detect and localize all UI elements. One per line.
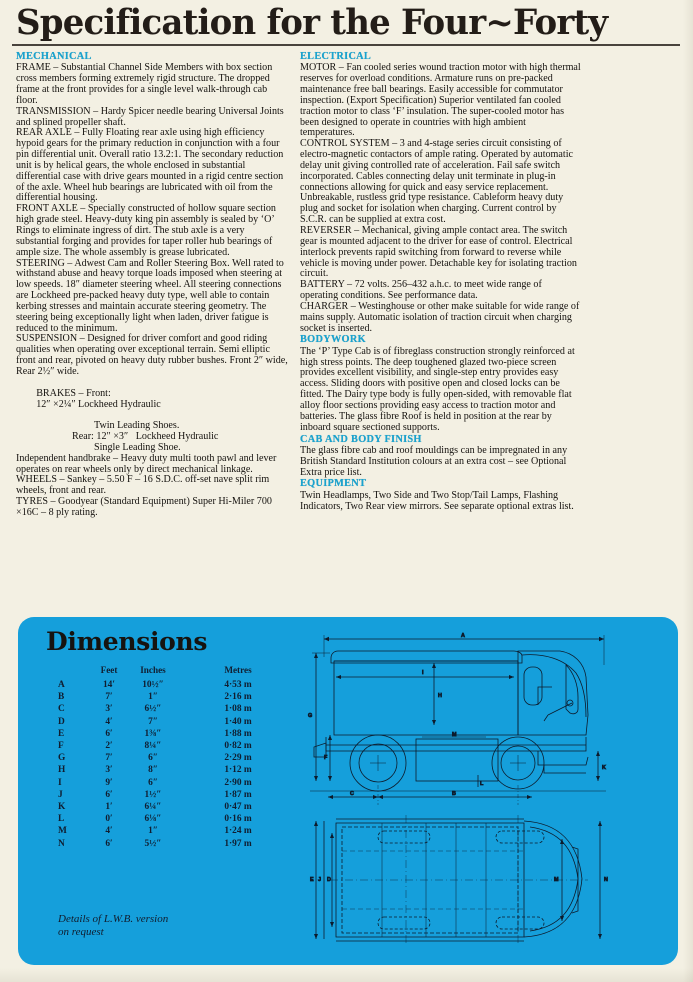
plan-view-drawing: [310, 815, 608, 945]
dim-metres: 1·87 m: [224, 789, 252, 800]
section-heading-electrical: ELECTRICAL: [300, 51, 372, 62]
brakes-front-spec: 12″ ×2¼″ Lockheed Hydraulic: [36, 398, 161, 410]
section-heading-equipment: EQUIPMENT: [300, 478, 367, 490]
dim-ref: E: [58, 728, 65, 739]
dim-inches: 6″: [148, 777, 158, 788]
dim-ref: K: [58, 801, 66, 812]
dim-ref: I: [58, 777, 62, 788]
dim-metres: 1·12 m: [224, 765, 252, 776]
dim-metres: 2·16 m: [224, 692, 252, 703]
dim-feet: 6′: [105, 728, 113, 739]
table-row: [54, 752, 274, 764]
brakes-rear-spec: 12″ ×3″ Lockheed Hydraulic: [96, 431, 219, 443]
dim-label-G: G: [308, 713, 313, 719]
spec-entry-handbrake: Independent handbrake – Heavy duty multi tooth pawl and lever operates on rear wheels only by direct mechanical linkage.: [16, 452, 277, 475]
dim-metres: 2·29 m: [224, 753, 252, 764]
dim-feet: 3′: [105, 765, 113, 776]
page-edge-shadow-right: [683, 0, 693, 982]
dim-ref: H: [58, 765, 66, 776]
table-row: [54, 777, 274, 789]
dim-ref: B: [58, 692, 65, 703]
page-header: [0, 0, 693, 48]
dim-metres: 1·08 m: [224, 704, 252, 715]
side-elevation-drawing: [308, 633, 606, 805]
table-row: [54, 716, 274, 728]
dimensions-title: Dimensions: [46, 627, 208, 656]
dim-inches: 7″: [148, 716, 158, 727]
dim-inches: 6¼″: [144, 801, 162, 812]
dim-ref: F: [58, 741, 64, 752]
dim-feet: 4′: [105, 826, 113, 837]
dim-label-H: H: [438, 693, 442, 699]
dim-ref: J: [58, 789, 63, 800]
dim-label-N: N: [604, 877, 608, 883]
dim-label-I: I: [422, 670, 424, 676]
dim-label-A: A: [461, 633, 465, 639]
specification-columns: [0, 52, 693, 612]
section-heading-cab-and-body-finish: CAB AND BODY FINISH: [300, 433, 422, 445]
spec-entry-reverser: REVERSER – Mechanical, giving ample contact area. The switch gear is mounted adjacent to the driver for ease of control. Electrical interlock prevents rapid switching from forward to reverse while vehicle is moving under power. Detachable key for isolating traction circuit.: [300, 225, 577, 280]
spec-entry-cab-finish: The glass fibre cab and roof mouldings can be impregnated in any British Standard Institution colours at an extra cost – see Optional Extra price list.: [300, 444, 568, 478]
dim-ref: N: [58, 838, 65, 849]
table-header-row: [54, 665, 274, 679]
table-row: [54, 703, 274, 715]
technical-drawings: [286, 625, 672, 961]
col-header-ref: [54, 665, 88, 679]
dim-label-E: E: [310, 877, 314, 883]
dim-label-M-plan: M: [554, 877, 559, 883]
dim-metres: 1·40 m: [224, 716, 252, 727]
dim-ref: L: [58, 814, 65, 825]
column-electrical: [300, 52, 582, 512]
dim-inches: 1½″: [144, 789, 162, 800]
brakes-rear-label: Rear:: [72, 431, 94, 443]
spec-entry-tyres: TYRES – Goodyear (Standard Equipment) Super Hi-Miler 700 ×16C – 8 ply rating.: [16, 496, 272, 518]
brakes-intro-label: BRAKES – Front:: [36, 387, 111, 399]
section-heading-bodywork: BODYWORK: [300, 334, 366, 346]
brakes-front-spec-line2: Twin Leading Shoes.: [94, 420, 180, 432]
dim-inches: 5½″: [144, 838, 162, 849]
dim-feet: 7′: [105, 692, 113, 703]
spec-entry-rear-axle: REAR AXLE – Fully Floating rear axle using high efficiency hypoid gears for the primary reduction in conjunction with a four pin differential unit. Overall ratio 13.2:1. The secondary reduction unit is by helical gears, the whole enclosed in substantial differential case with drive gears mounted in a rigid centre section of the axle. Wheel hub bearings are lubricated with oil from the differential housing.: [16, 127, 284, 204]
spec-entry-motor: MOTOR – Fan cooled series wound traction motor with high thermal reserves for overload conditions. Armature runs on pre-packed maintenance free ball bearings. Easily accessible for commutator inspection. (Export Specification) Superior ventilated fan cooled traction motor to class ‘F’ insulation. The super-cooled motor has been designed to operate in countries with high ambient temperatures.: [300, 62, 581, 139]
dim-inches: 8¼″: [144, 741, 162, 752]
dim-ref: C: [58, 704, 65, 715]
dim-ref: A: [58, 680, 65, 691]
page-title: Specification for the Four~Forty: [16, 2, 608, 43]
dim-feet: 1′: [105, 801, 113, 812]
dim-label-B: B: [452, 791, 456, 797]
dimensions-panel: [18, 617, 678, 965]
dim-feet: 9′: [105, 777, 113, 788]
dim-inches: 1″: [148, 826, 158, 837]
brakes-rear-spec-line2: Single Leading Shoe.: [94, 441, 181, 453]
table-row: [54, 789, 274, 801]
dimensions-table: [54, 665, 274, 850]
dim-feet: 0′: [105, 814, 113, 825]
dim-metres: 0·16 m: [224, 814, 252, 825]
table-row: [54, 825, 274, 837]
dim-label-K: K: [602, 765, 606, 771]
dim-ref: M: [58, 826, 67, 837]
spec-entry-wheels: WHEELS – Sankey – 5.50 F – 16 S.D.C. off-set nave split rim wheels, front and rear.: [16, 474, 270, 497]
dim-label-J: J: [318, 877, 321, 883]
dimensions-panel-inner: [18, 617, 678, 965]
dim-inches: 6⅛″: [144, 814, 162, 825]
spec-entry-steering: STEERING – Adwest Cam and Roller Steering Box. Well rated to withstand abuse and heavy torque loads imposed when steering at low speeds. 18″ diameter steering wheel. All steering connections are Lockheed pre-packed heavy duty type, well able to contain kerbing stresses and maintain accurate steering geometry. The steering being exceptionally light when laden, driver fatigue is reduced to the minimum.: [16, 257, 284, 334]
dim-inches: 6½″: [144, 704, 162, 715]
dim-feet: 6′: [105, 789, 113, 800]
col-header-inches: Inches: [140, 665, 166, 675]
dim-inches: 10½″: [142, 680, 164, 691]
table-row: [54, 740, 274, 752]
spec-entry-battery: BATTERY – 72 volts. 256–432 a.h.c. to meet wide range of operating conditions. See performance data.: [300, 279, 542, 302]
page-edge-shadow-bottom: [0, 968, 693, 982]
spec-entry-charger: CHARGER – Westinghouse or other make suitable for wide range of mains supply. Automatic isolation of traction circuit when charging socket is inserted.: [300, 300, 580, 334]
dim-label-M-side: M: [452, 732, 457, 738]
dim-metres: 2·90 m: [224, 777, 252, 788]
dim-label-L: L: [480, 781, 484, 787]
dim-inches: 1⅜″: [144, 728, 162, 739]
spec-entry-suspension: SUSPENSION – Designed for driver comfort and good riding qualities when operating over exceptional terrain. Semi elliptic front and rear, pivoted on heavy duty rubber bushes. Front 2″ wide, Rear 2½″ wide.: [16, 333, 288, 377]
spec-entry-frame: FRAME – Substantial Channel Side Members with box section cross members forming extremely rigid structure. The dropped frame at the front provides for a single level walk-through cab floor.: [16, 62, 273, 106]
dim-inches: 6″: [148, 753, 158, 764]
spec-entry-front-axle: FRONT AXLE – Specially constructed of hollow square section high grade steel. Heavy-duty king pin assembly is sealed by ‘O’ Rings to eliminate ingress of dirt. The stub axle is a very substantial forging and provides for taper roller hub bearings of ample size. The whole assembly is grease lubricated.: [16, 203, 276, 258]
table-row: [54, 764, 274, 776]
table-row: [54, 813, 274, 825]
dim-metres: 1·97 m: [224, 838, 252, 849]
spec-entry-equipment: Twin Headlamps, Two Side and Two Stop/Tail Lamps, Flashing Indicators, Two Rear view mirrors. See separate optional extras list.: [300, 489, 574, 512]
lwb-note-line1: Details of L.W.B. version: [58, 913, 169, 925]
lwb-note: [58, 913, 168, 939]
dim-metres: 1·88 m: [224, 728, 252, 739]
table-row: [54, 728, 274, 740]
col-header-feet: Feet: [100, 665, 118, 675]
dim-ref: G: [58, 753, 66, 764]
lwb-note-line2: on request: [58, 926, 104, 938]
spec-entry-transmission: TRANSMISSION – Hardy Spicer needle bearing Universal Joints and splined propeller shaft.: [16, 105, 284, 128]
spec-entry-control-system: CONTROL SYSTEM – 3 and 4-stage series circuit consisting of electro-magnetic contactors of ample rating. Operated by automatic delay unit giving controlled rate of acceleration. Fail safe switch incorporated. Cables connecting delay unit terminate in plug-in connections allowing for quick and easy service replacement. Unbreakable, rustless grid type resistance. Cableform heavy duty plug and socket for isolation when charging. Current control by S.C.R. can be supplied at extra cost.: [300, 138, 573, 226]
table-row: [54, 837, 274, 849]
dim-label-C: C: [350, 791, 354, 797]
dim-label-F: F: [324, 755, 328, 761]
dim-metres: 0·47 m: [224, 801, 252, 812]
spec-entry-brakes: [16, 378, 288, 421]
dim-metres: 1·24 m: [224, 826, 252, 837]
dim-label-D: D: [327, 877, 331, 883]
dim-inches: 1″: [148, 692, 158, 703]
table-row: [54, 691, 274, 703]
dim-feet: 4′: [105, 716, 113, 727]
section-heading-mechanical: MECHANICAL: [16, 51, 92, 62]
dim-feet: 3′: [105, 704, 113, 715]
dimensions-table-body: [54, 679, 274, 850]
column-mechanical: [16, 52, 288, 519]
title-divider: [12, 44, 680, 46]
table-row: [54, 679, 274, 691]
dim-feet: 6′: [105, 838, 113, 849]
vehicle-drawings-svg: [286, 625, 672, 961]
dim-metres: 4·53 m: [224, 680, 252, 691]
dim-inches: 8″: [148, 765, 158, 776]
dim-ref: D: [58, 716, 65, 727]
dim-metres: 0·82 m: [224, 741, 252, 752]
dim-feet: 2′: [105, 741, 113, 752]
dim-feet: 14′: [102, 680, 115, 691]
spec-entry-bodywork: The ‘P’ Type Cab is of fibreglass construction strongly reinforced at high stress points. The deep toughened glazed two-piece screen provides excellent visibility, and single-step entry provides easy access. Sliding doors with positive open and closed locks can be fitted. The Dairy type body is fully open-sided, with removable flat alloy floor sections providing easy access to traction motor and batteries. The glass fibre Roof is held in position at the rear by inboard square sectioned supports.: [300, 345, 575, 433]
table-row: [54, 801, 274, 813]
dim-feet: 7′: [105, 753, 113, 764]
col-header-metres: Metres: [224, 665, 252, 675]
